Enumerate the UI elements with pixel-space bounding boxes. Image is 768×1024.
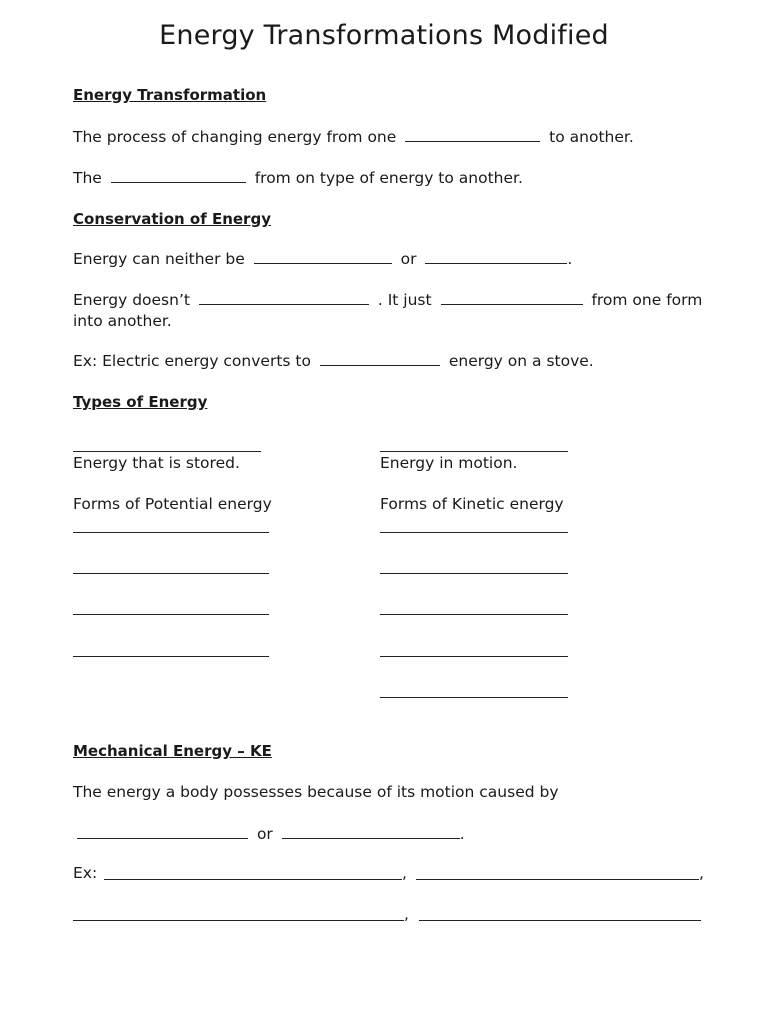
fill-in-blank[interactable] bbox=[405, 127, 540, 142]
sentence-into-another: into another. bbox=[73, 312, 172, 330]
fill-in-blank[interactable] bbox=[320, 351, 440, 366]
example-line[interactable] bbox=[419, 920, 701, 921]
potential-description: Energy that is stored. bbox=[73, 454, 240, 472]
fill-in-blank[interactable] bbox=[425, 249, 567, 264]
potential-form-line[interactable] bbox=[73, 573, 269, 574]
kinetic-form-line[interactable] bbox=[380, 697, 568, 698]
text: from one form bbox=[591, 291, 703, 309]
kinetic-description: Energy in motion. bbox=[380, 454, 518, 472]
kinetic-form-line[interactable] bbox=[380, 656, 568, 657]
text: energy on a stove. bbox=[448, 352, 594, 370]
sentence-example-stove bbox=[73, 351, 594, 370]
text: Energy doesn’t bbox=[73, 291, 190, 309]
sentence-neither-be bbox=[73, 249, 572, 268]
fill-in-blank[interactable] bbox=[77, 824, 248, 839]
example-line[interactable] bbox=[73, 920, 404, 921]
text: . It just bbox=[377, 291, 432, 309]
page-title: Energy Transformations Modified bbox=[159, 20, 609, 51]
kinetic-form-line[interactable] bbox=[380, 614, 568, 615]
comma: , bbox=[404, 905, 409, 923]
section-heading-energy-transformation: Energy Transformation bbox=[73, 86, 267, 104]
fill-in-blank[interactable] bbox=[282, 824, 460, 839]
potential-energy-blank[interactable] bbox=[73, 451, 261, 452]
potential-form-line[interactable] bbox=[73, 532, 269, 533]
text: . bbox=[567, 250, 573, 268]
text: Energy can neither be bbox=[73, 250, 245, 268]
example-line[interactable] bbox=[104, 879, 402, 880]
section-heading-conservation: Conservation of Energy bbox=[73, 210, 271, 228]
sentence-energy-doesnt bbox=[73, 290, 702, 309]
text: or bbox=[256, 825, 273, 843]
text: The bbox=[73, 169, 102, 187]
sentence-caused-by-blanks bbox=[77, 824, 465, 843]
example-label: Ex: bbox=[73, 864, 98, 882]
kinetic-form-line[interactable] bbox=[380, 573, 568, 574]
kinetic-energy-blank[interactable] bbox=[380, 451, 568, 452]
fill-in-blank[interactable] bbox=[254, 249, 392, 264]
text: or bbox=[400, 250, 417, 268]
section-heading-mechanical: Mechanical Energy – KE bbox=[73, 742, 272, 760]
fill-in-blank[interactable] bbox=[199, 290, 369, 305]
kinetic-forms-label: Forms of Kinetic energy bbox=[380, 495, 564, 513]
potential-form-line[interactable] bbox=[73, 614, 269, 615]
sentence-the-blank bbox=[73, 168, 523, 187]
sentence-process-of-changing bbox=[73, 127, 634, 146]
fill-in-blank[interactable] bbox=[111, 168, 246, 183]
potential-forms-label: Forms of Potential energy bbox=[73, 495, 272, 513]
text: The process of changing energy from one bbox=[73, 128, 397, 146]
comma: , bbox=[402, 864, 407, 882]
fill-in-blank[interactable] bbox=[441, 290, 583, 305]
section-heading-types: Types of Energy bbox=[73, 393, 208, 411]
comma: , bbox=[699, 864, 704, 882]
text: Ex: Electric energy converts to bbox=[73, 352, 311, 370]
potential-form-line[interactable] bbox=[73, 656, 269, 657]
example-line[interactable] bbox=[416, 879, 699, 880]
text: . bbox=[459, 825, 465, 843]
sentence-body-possesses: The energy a body possesses because of its motion caused by bbox=[73, 783, 559, 801]
kinetic-form-line[interactable] bbox=[380, 532, 568, 533]
text: from on type of energy to another. bbox=[254, 169, 523, 187]
text: to another. bbox=[549, 128, 634, 146]
